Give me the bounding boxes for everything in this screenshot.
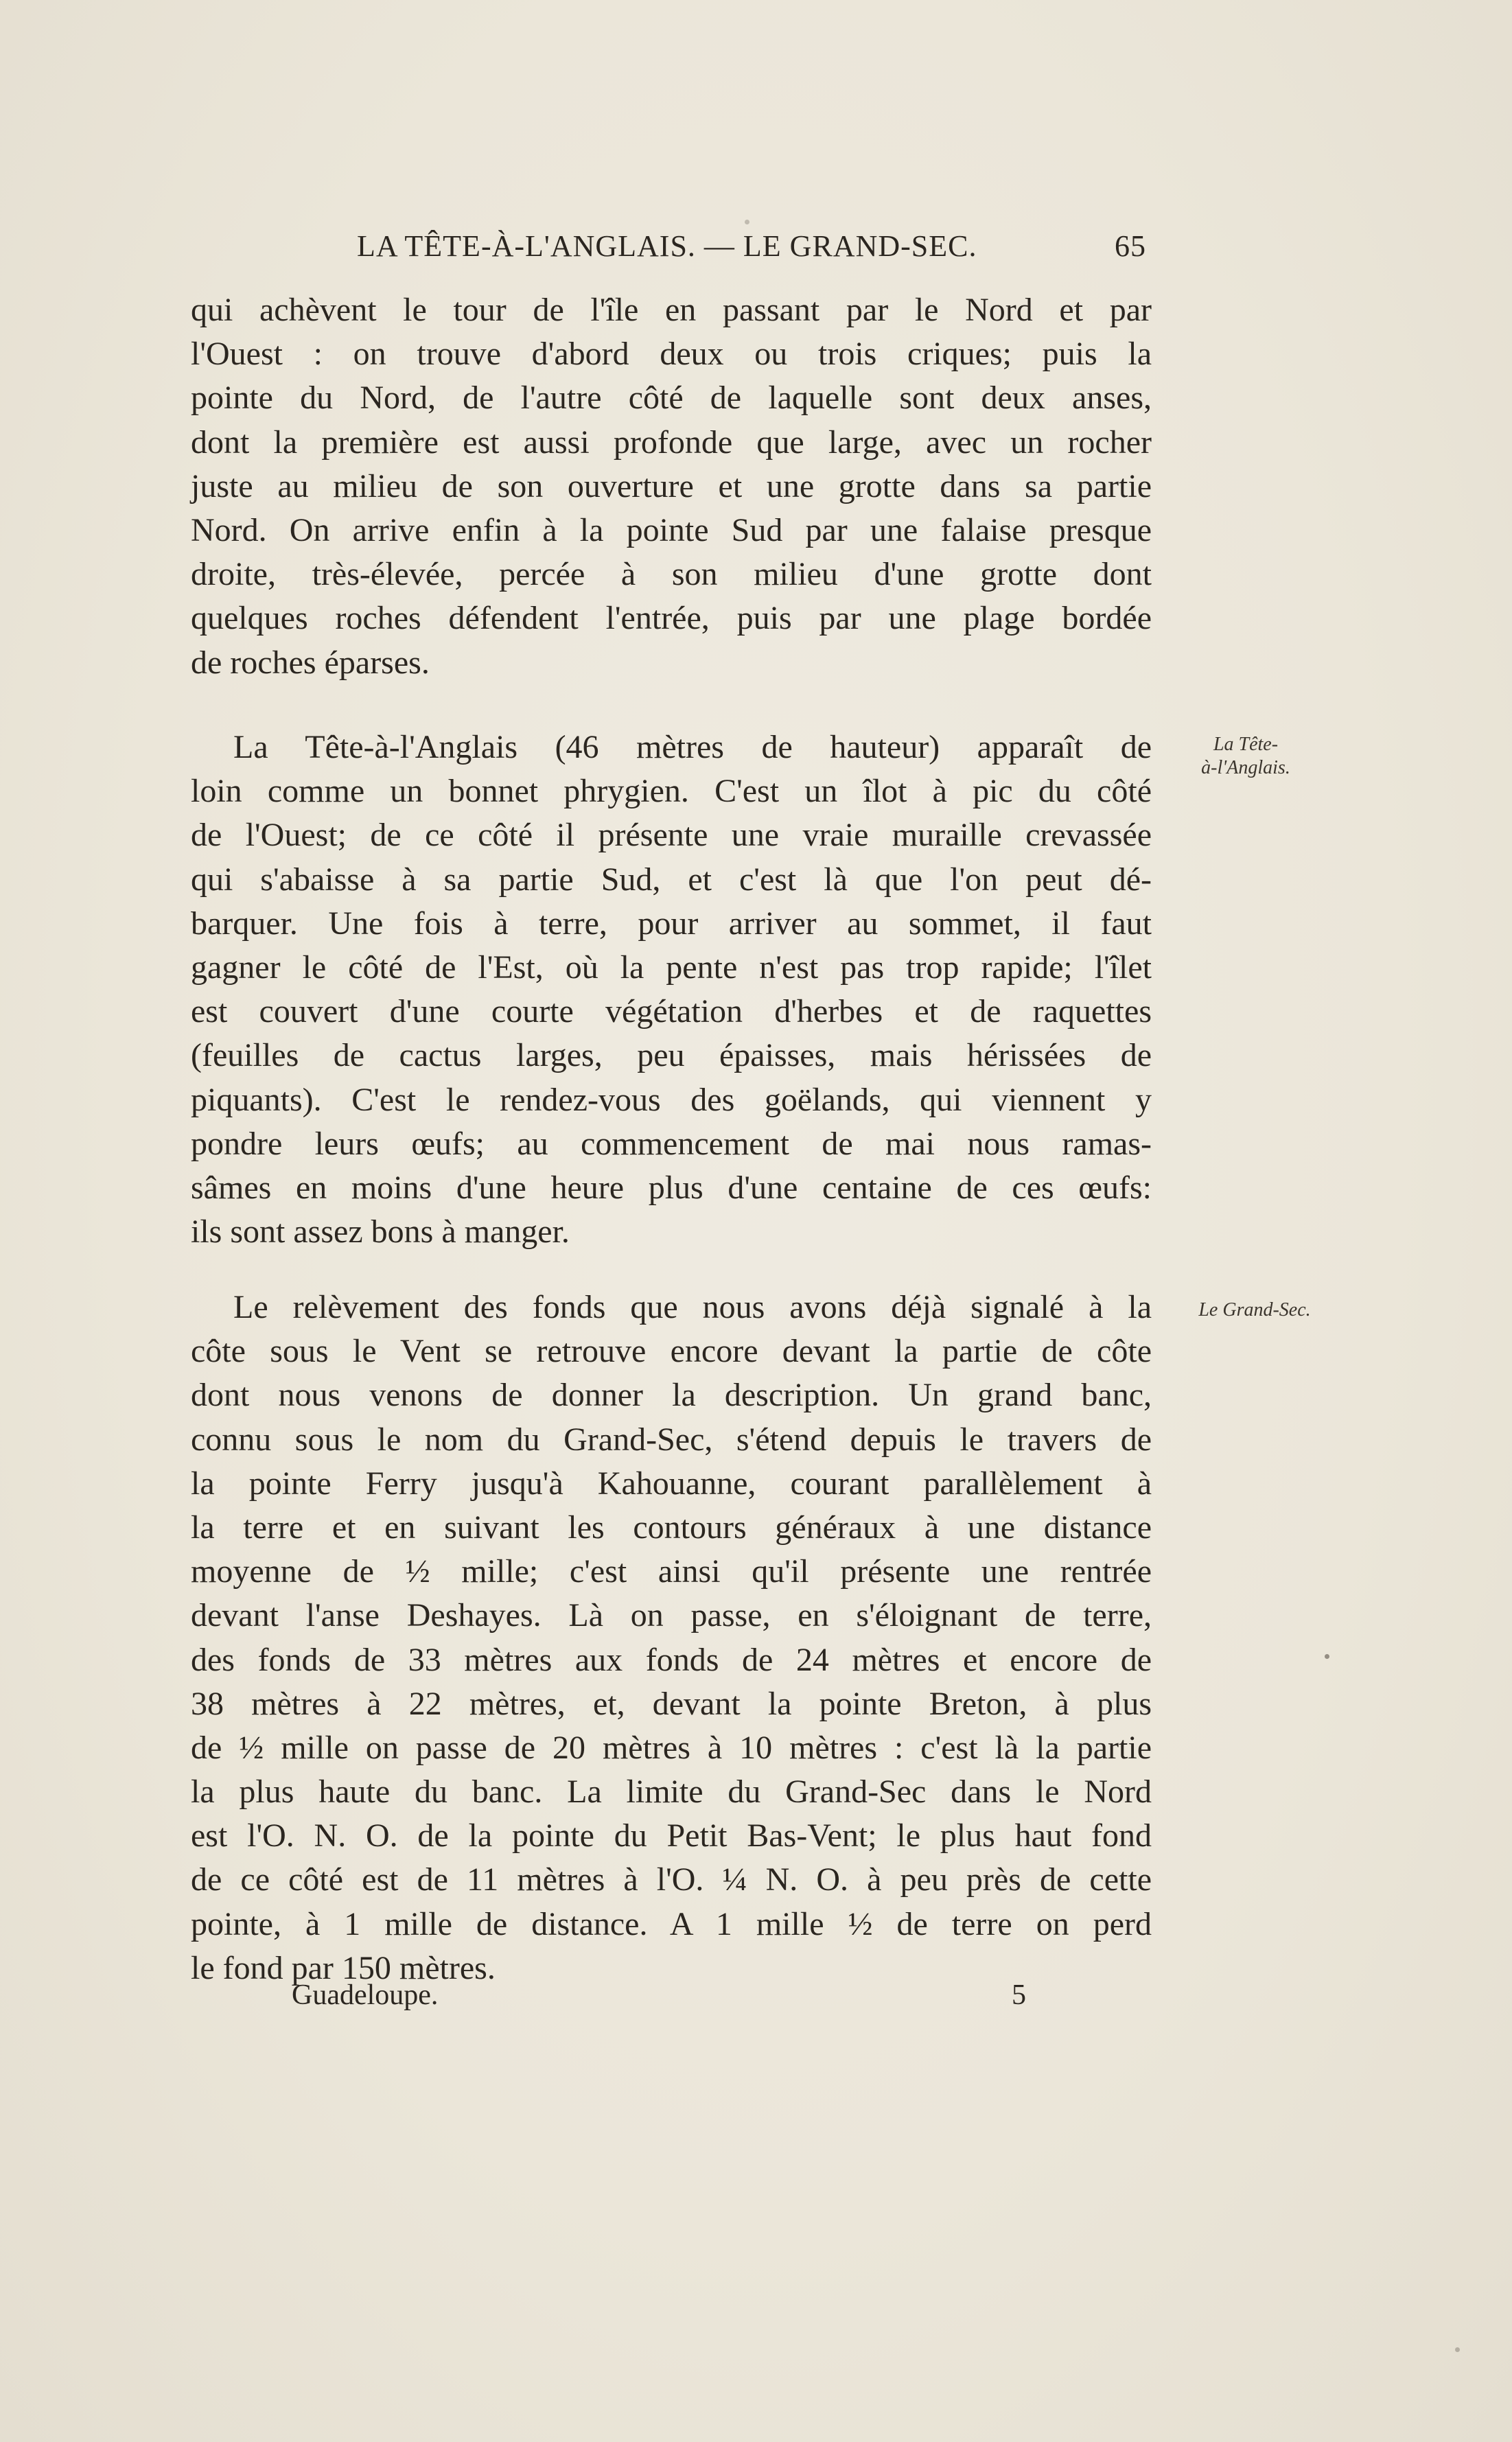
text-line: la plus haute du banc. La limite du Grand-Sec dans le Nord (191, 1774, 1152, 1811)
text-line: 38 mètres à 22 mètres, et, devant la pointe Breton, à plus (191, 1685, 1152, 1722)
paragraph-1 (191, 288, 1152, 685)
text-line: qui achèvent le tour de l'île en passant par le Nord et par (191, 292, 1152, 328)
text-line: connu sous le nom du Grand-Sec, s'étend depuis le travers de (191, 1421, 1152, 1458)
text-line: pointe, à 1 mille de distance. A 1 mille ½ de terre on perd (191, 1905, 1152, 1942)
text-line: moyenne de ½ mille; c'est ainsi qu'il présente une rentrée (191, 1553, 1152, 1590)
margin-note-line: à-l'Anglais. (1201, 757, 1290, 778)
margin-note-tete-a-l-anglais (1177, 733, 1314, 780)
text-line: de ce côté est de 11 mètres à l'O. ¼ N. O. à peu près de cette (191, 1861, 1152, 1898)
text-line: Nord. On arrive enfin à la pointe Sud par une falaise presque (191, 511, 1152, 548)
text-line: devant l'anse Deshayes. Là on passe, en s'éloignant de terre, (191, 1597, 1152, 1634)
paper-speck (1325, 1654, 1329, 1659)
text-line: juste au milieu de son ouverture et une grotte dans sa partie (191, 467, 1152, 504)
margin-note-grand-sec: Le Grand-Sec. (1198, 1299, 1311, 1321)
text-line: côte sous le Vent se retrouve encore devant la partie de côte (191, 1333, 1152, 1370)
margin-note-line: La Tête- (1213, 734, 1279, 755)
text-line: barquer. Une fois à terre, pour arriver au sommet, il faut (191, 905, 1152, 942)
text-line: dont nous venons de donner la description. Un grand banc, (191, 1377, 1152, 1414)
text-line: dont la première est aussi profonde que large, avec un rocher (191, 423, 1152, 461)
text-line: piquants). C'est le rendez-vous des goëlands, qui viennent y (191, 1081, 1152, 1118)
text-line: Le relèvement des fonds que nous avons déjà signalé à la (233, 1289, 1152, 1325)
signature-mark: 5 (1012, 1979, 1026, 2011)
text-line: le fond par 150 mètres. (191, 1949, 496, 1986)
text-line: de roches éparses. (191, 644, 430, 681)
text-line: ils sont assez bons à manger. (191, 1213, 570, 1251)
text-line: des fonds de 33 mètres aux fonds de 24 mètres et encore de (191, 1641, 1152, 1678)
text-line: de ½ mille on passe de 20 mètres à 10 mètres : c'est là la partie (191, 1729, 1152, 1766)
text-line: est l'O. N. O. de la pointe du Petit Bas-Vent; le plus haut fond (191, 1817, 1152, 1854)
text-line: qui s'abaisse à sa partie Sud, et c'est là que l'on peut dé- (191, 861, 1152, 898)
running-header (357, 229, 1146, 270)
signature-line (292, 1979, 1026, 2020)
text-line: loin comme un bonnet phrygien. C'est un îlot à pic du côté (191, 773, 1152, 810)
text-line: droite, très-élevée, percée à son milieu d'une grotte dont (191, 556, 1152, 593)
text-line: quelques roches défendent l'entrée, puis par une plage bordée (191, 600, 1152, 637)
text-line: gagner le côté de l'Est, où la pente n'est pas trop rapide; l'îlet (191, 949, 1152, 986)
text-line: (feuilles de cactus larges, peu épaisses, mais hérissées de (191, 1037, 1152, 1074)
text-line: l'Ouest : on trouve d'abord deux ou trois criques; puis la (191, 336, 1152, 373)
text-line: La Tête-à-l'Anglais (46 mètres de hauteur) apparaît de (233, 729, 1152, 765)
paper-speck (745, 220, 749, 224)
paper-speck (1455, 2347, 1460, 2352)
text-line: de l'Ouest; de ce côté il présente une vraie muraille crevassée (191, 817, 1152, 854)
text-line: est couvert d'une courte végétation d'herbes et de raquettes (191, 993, 1152, 1030)
signature-title: Guadeloupe. (292, 1979, 439, 2011)
page-number: 65 (1115, 229, 1146, 263)
text-line: pointe du Nord, de l'autre côté de laquelle sont deux anses, (191, 380, 1152, 417)
running-title: LA TÊTE-À-L'ANGLAIS. — LE GRAND-SEC. (357, 229, 977, 263)
text-line: la pointe Ferry jusqu'à Kahouanne, courant parallèlement à (191, 1465, 1152, 1502)
text-line: la terre et en suivant les contours généraux à une distance (191, 1509, 1152, 1546)
text-line: sâmes en moins d'une heure plus d'une centaine de ces œufs: (191, 1169, 1152, 1206)
paragraph-3 (191, 1286, 1152, 1990)
text-line: pondre leurs œufs; au commencement de mai nous ramas- (191, 1125, 1152, 1162)
paragraph-2 (191, 725, 1152, 1254)
